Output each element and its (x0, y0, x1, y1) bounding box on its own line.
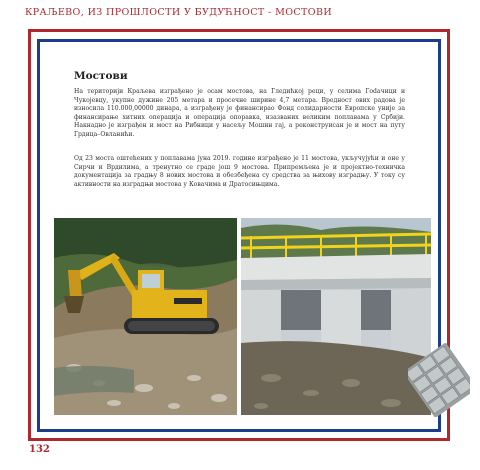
paragraph-2: Од 23 моста оштећених у поплавама јуна 2019. године изграђено је 11 мостова, укључујући и оне у Сирчи и Врдилима, а тренутно се граде још 9 мостова. Припремљена је и пројектно-техничка документација за градњу 8 нових мостова и обезбеђена су средства за њихову изградњу. У току су активности на изградњи мостова у Ковачима и Дратосињцима. (74, 155, 405, 188)
section-title: Мостови (74, 70, 128, 82)
photo-excavator (54, 218, 237, 415)
page-number: 132 (29, 444, 50, 455)
photo-stone-revetment (408, 343, 470, 417)
running-header: КРАЉЕВО, ИЗ ПРОШЛОСТИ У БУДУЋНОСТ - МОСТОВИ (25, 7, 333, 18)
photo-bridge (241, 218, 431, 415)
paragraph-1: На територији Краљева изграђено је осам мостова, на Гледићкој реци, у селима Гоdачици и Чукојевцу, укупне дужине 205 метара и просечне ширине 4,7 метара. Вредност ових радова је износила 110.000,00000 динара, а изграђену је финансирао Фонд солидарности Европске уније за финансирање хитних операција и операција опоравка, изазваних великим поплавама у Србији. Накнадно је изграђен и мост на Рибници у насељу Мошин гај, а реконструисан је и мост на путу Грдица–Овланићи. (74, 88, 405, 138)
